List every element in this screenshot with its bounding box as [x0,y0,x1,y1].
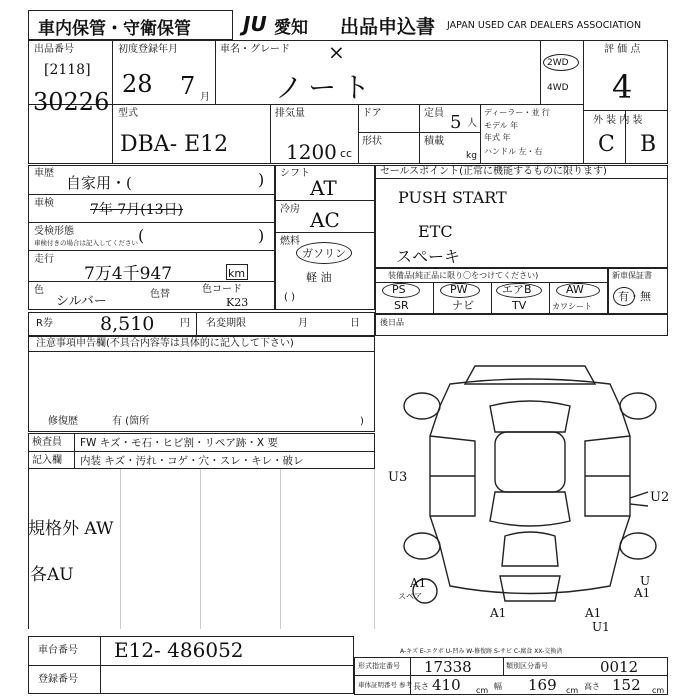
displacement-unit: cc [340,147,353,160]
color-value: シルバー [56,294,107,309]
first-reg-month: 7 [180,72,196,100]
equip-leather: カワシート [552,302,592,311]
height-value: 152 [612,676,641,694]
later-label: 後日品 [380,318,404,327]
class-value: 0012 [600,658,639,676]
selling-point-3: スペーキ [396,247,461,266]
repair-value: 有 (箇所 [112,416,150,427]
warranty-selected-circle [613,287,635,306]
doors-label: ドア [362,108,382,119]
repair-close: ) [360,416,364,427]
first-reg-month-unit: 月 [200,92,210,103]
lot-number: 30226 [33,88,110,116]
ju-logo: JU [243,12,267,36]
lot-label: 出品番号 [34,44,74,55]
history-label: 車歴 [34,168,54,179]
equip-aw: AW [566,283,584,296]
inspection-label: 車検 [34,198,54,209]
warranty-label: 新車保証書 [612,271,652,280]
mark-a1-lower-right: A1 [585,606,602,620]
mark-u2-right: U2 [650,490,670,505]
selling-point-2: ETC [418,222,453,241]
mileage-label: 走行 [34,254,54,265]
type-label: 形式指定番号 [358,662,400,670]
inspector-label-2: 記入欄 [32,455,62,466]
car-name-value: ノート [275,71,377,104]
logo-prefecture: 愛知 [274,18,308,38]
warranty-options: 有・無 [618,290,651,303]
handwritten-note-1: 規格外 AW [28,519,114,539]
selling-points-label: セールスポイント(正常に機能するものに限ります) [380,166,607,177]
mileage-value: 7万4千947 [84,264,173,284]
registration-label: 登録番号 [38,674,78,685]
model-value: DBA- E12 [120,132,229,157]
load-unit: kg [466,151,477,161]
capacity-unit: 人 [467,118,477,129]
later-box [375,314,668,336]
equipment-label: 装備品(純正品に限り〇をつけてください) [388,271,539,280]
history-close: ) [258,170,265,189]
chassis-label: 車台番号 [38,645,78,656]
shift-label: シフト [280,168,310,179]
inspector-row-2: 内装 キズ・汚れ・コゲ・穴・スレ・キレ・破レ [80,455,304,467]
mark-u-right: U [640,574,651,588]
grade-value: 4 [612,68,633,106]
dealer-line4: ハンドル 左・右 [484,147,543,156]
recycle-label: R券 [36,318,53,329]
width-unit: cm [566,686,579,695]
aircon-label: 冷房 [280,204,300,215]
color-change-label: 色替 [150,289,170,300]
equip-tv: TV [512,299,527,312]
width-value: 169 [528,676,557,694]
mark-a1-bottom: A1 [490,606,507,620]
equip-sr: SR [394,299,409,312]
acceptance-label: 受検形態 [34,226,74,237]
mileage-unit: km [228,267,246,280]
name-change-month: 月 [298,318,308,329]
equip-pw: PW [450,283,468,296]
inspector-row-1: FW キズ・モ石・ヒビ割・リペア跡・X 要 [80,437,278,449]
dealer-line2: モデル 年 [484,121,519,130]
recycle-value: 8,510 [100,313,155,335]
dealer-line1: ディーラー・並 行 [484,108,550,117]
lot-bracket: [2118] [44,62,91,78]
mark-a1-left: A1 [410,576,427,590]
fuel-diesel: 軽 油 [306,271,332,284]
storage-title: 車内保管・守衛保管 [38,19,191,39]
spare-label: スペア [398,592,422,601]
capacity-value: 5 [450,112,462,133]
car-name-label: 車名・グレード [220,44,290,55]
damage-legend: A-キズ E-エクボ U-凹み W-修復跡 S-サビ C-腐食 XX-交換済 [400,648,563,655]
length-value: 410 [432,676,461,694]
car-name-mark: × [328,40,345,64]
association-name: JAPAN USED CAR DEALERS ASSOCIATION [447,20,642,31]
ext-int-label: 外 装 内 装 [593,115,643,126]
type-value: 17338 [424,658,472,676]
equip-airbag: エアB [502,283,532,296]
mark-u3-left: U3 [388,470,408,485]
recycle-box [28,312,375,336]
fuel-label: 燃料 [280,236,300,247]
acceptance-note: 車検付きの場合は記入してください [34,239,138,247]
width-label: 幅 [494,682,502,691]
inspection-value: 7年 7月(13日) [90,202,184,218]
length-unit: cm [476,686,489,695]
displacement-value: 1200 [286,140,337,164]
fuel-gasoline: ガソリン [302,247,346,260]
length-label: 長さ [413,682,429,691]
fuel-other: ( ) [284,292,295,303]
color-code-value: K23 [226,296,249,309]
color-label: 色 [34,285,44,296]
name-change-day: 日 [350,318,360,329]
selling-point-1: PUSH START [398,188,507,207]
notes-label: 注意事項申告欄(不具合内容等は具体的に記入して下さい) [36,338,294,349]
equip-navi: ナビ [452,299,474,312]
drive-4wd: 4WD [547,83,569,93]
history-value: 自家用・( [66,174,132,192]
grade-exterior: C [598,132,615,157]
shift-value: AT [310,176,337,200]
grade-label: 評 価 点 [604,44,641,55]
displacement-label: 排気量 [275,108,305,119]
acceptance-close: ) [258,226,265,245]
capacity-label: 定員 [424,108,444,119]
height-unit: cm [652,686,665,695]
drive-2wd: 2WD [547,58,569,68]
cert-label: 車体証明番号 参考 [358,681,413,689]
shape-label: 形状 [362,136,382,147]
grade-interior: B [640,132,657,157]
acceptance-open: ( [138,226,145,245]
form-title: 出品申込書 [340,16,436,38]
dealer-line3: 年式 年 [484,133,511,142]
free-notes-area [28,469,375,629]
mark-a1-right: A1 [634,586,651,600]
repair-label: 修復歴 [48,416,78,427]
class-label: 類別区分番号 [506,662,548,670]
handwritten-note-2: 各AU [30,565,74,585]
mark-u1-bottom: U1 [592,620,610,634]
equip-ps: PS [392,283,406,296]
first-reg-year: 28 [122,70,153,98]
model-label: 型式 [118,108,138,119]
chassis-value: E12- 486052 [114,638,244,662]
mileage-digit-box [226,264,248,280]
first-reg-label: 初度登録年月 [118,44,178,55]
name-change-label: 名変期限 [206,318,246,329]
height-label: 高さ [584,682,600,691]
color-code-label: 色コード [202,284,242,295]
recycle-unit: 円 [180,318,190,329]
aircon-value: AC [310,208,340,232]
inspector-label-1: 検査員 [32,437,62,448]
load-label: 積載 [424,136,444,147]
